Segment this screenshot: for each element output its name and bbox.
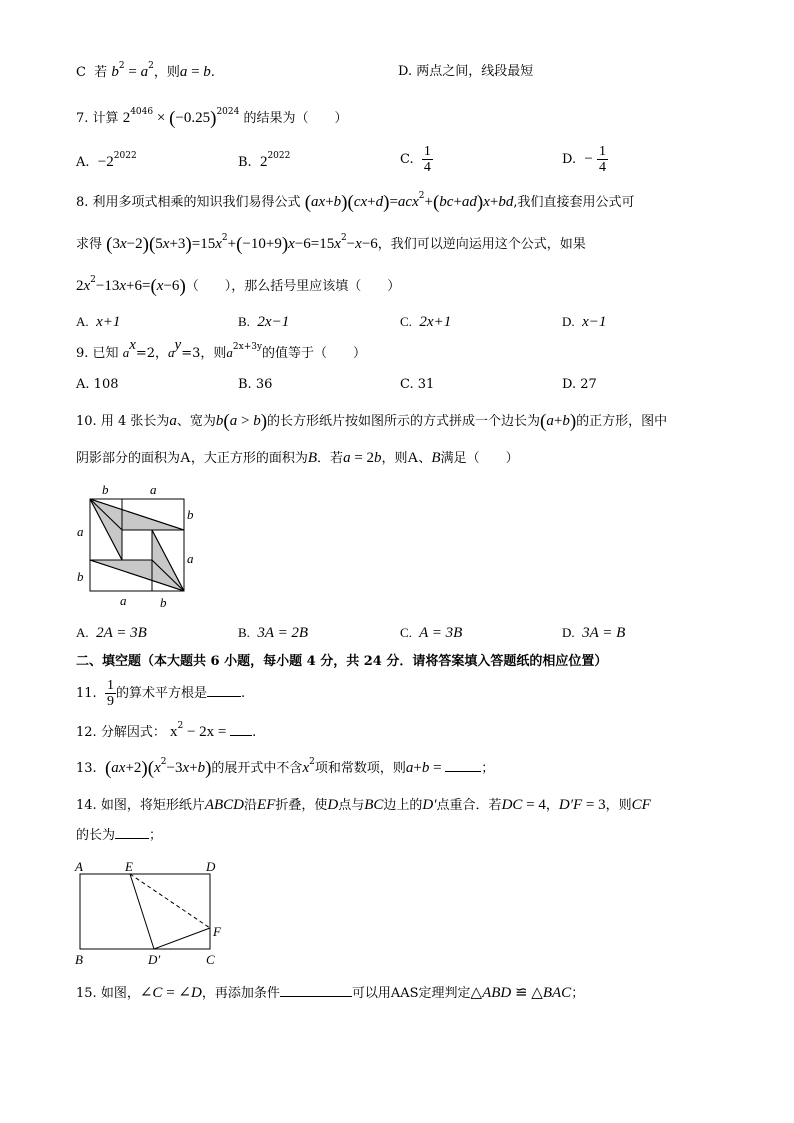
label-bottom-b: b	[160, 595, 167, 610]
label-c: C	[206, 952, 215, 967]
q12-stem: 12. 分解因式： $x^2 - 2x$ = .	[76, 721, 257, 740]
q14-line2: 的长为 ；	[76, 828, 163, 843]
label-top-a: a	[150, 482, 157, 497]
q11-stem: 11. $\frac{1}{9}$ 的算术平方根是 .	[76, 678, 246, 709]
q9-option-c: C. 31	[400, 377, 435, 392]
q10-line2: 阴影部分的面积为A，大正方形的面积为B．若a = 2b，则A、B满足（ ）	[76, 450, 519, 466]
q7-option-b: B. $2^{2022}$	[238, 151, 291, 170]
q9-option-b: B. 36	[238, 377, 273, 392]
q14-figure	[72, 856, 232, 968]
q7-option-d: D. − $\frac{1}{4}$	[562, 144, 606, 175]
q8-option-c: C. 2x+1	[400, 314, 452, 330]
label-left-b: b	[77, 569, 84, 584]
q10-line1: 10. 用 4 张长为a、宽为b(a > b)的长方形纸片按如图所示的方式拼成一个边长为(a+b)的正方形，图中	[76, 411, 668, 432]
answer-blank	[115, 826, 149, 839]
q8-line1: 8. 利用多项式相乘的知识我们易得公式 (ax+b)(cx+d)=acx$^2$+(bc+ad)x+bd,我们直接套用公式可	[76, 191, 635, 213]
q10-option-a: A. 2A = 3B	[76, 625, 147, 641]
label-d-prime: D′	[148, 952, 161, 967]
label-right-a: a	[187, 551, 194, 566]
q7-option-a: A. $-2^{2022}$	[76, 151, 137, 170]
q6-option-d: D. 两点之间，线段最短	[398, 64, 534, 79]
label-bottom-a: a	[120, 593, 127, 608]
label-left-a: a	[77, 524, 84, 539]
folded-edge	[130, 874, 210, 949]
q10-figure	[74, 480, 200, 612]
q9-option-d: D. 27	[562, 377, 597, 392]
label-top-b: b	[102, 482, 109, 497]
answer-blank	[230, 723, 252, 736]
q8-option-a: A. x+1	[76, 314, 121, 330]
q10-option-c: C. A = 3B	[400, 625, 463, 641]
fold-line-ef	[130, 874, 210, 928]
rectangle-abcd	[80, 874, 210, 949]
label-f: F	[213, 924, 221, 939]
q9-option-a: A. 108	[76, 377, 119, 392]
q8-line3: $2x^2-13x+6=(x-6)$（ ），那么括号里应该填（ ）	[76, 275, 401, 297]
q8-line2: 求得 $(3x-2)(5x+3)=15x^2+(-10+9)x-6=15x^2-x-6$，我们可以逆向运用这个公式，如果	[76, 233, 586, 255]
answer-blank	[280, 984, 352, 997]
q8-option-b: B. 2x−1	[238, 314, 290, 330]
q8-option-d: D. x−1	[562, 314, 607, 330]
fraction: $\frac{1}{4}$	[598, 144, 606, 175]
q6-option-c: C 若 $b^2 = a^2$，则a = b.	[76, 61, 215, 80]
q14-line1: 14. 如图，将矩形纸片ABCD沿EF折叠，使D点与BC边上的D′点重合．若DC = 4，D′F = 3，则CF	[76, 797, 651, 813]
q10-option-d: D. 3A = B	[562, 625, 626, 641]
fraction: $\frac{1}{9}$	[106, 678, 114, 709]
q7-option-c: C. $\frac{1}{4}$	[400, 144, 431, 175]
q10-option-b: B. 3A = 2B	[238, 625, 309, 641]
answer-blank	[445, 759, 481, 772]
fraction: $\frac{1}{4}$	[423, 144, 431, 175]
q13-stem: 13. $(ax+2)(x^2-3x+b)$的展开式中不含$x^2$项和常数项，则a+b = ；	[76, 757, 495, 779]
q7-stem: 7. 计算 $2^{4046} \times (-0.25)^{2024}$ 的结果为（ ）	[76, 107, 348, 129]
label-right-b: b	[187, 507, 194, 522]
q9-stem: 9. 已知 $a^x=2$，$a^y=3$，则$a^{2x+3y}$的值等于（ ）	[76, 337, 367, 361]
label-b: B	[75, 952, 83, 967]
q15-stem: 15. 如图，∠C = ∠D，再添加条件 可以用AAS定理判定△ABD ≌ △BAC；	[76, 985, 585, 1001]
section-title: 二、填空题（本大题共 6 小题，每小题 4 分，共 24 分．请将答案填入答题纸的相应位置）	[76, 654, 608, 669]
answer-blank	[207, 684, 241, 697]
label-d: D	[206, 859, 216, 874]
label-a: A	[75, 859, 83, 874]
label-e: E	[125, 859, 133, 874]
